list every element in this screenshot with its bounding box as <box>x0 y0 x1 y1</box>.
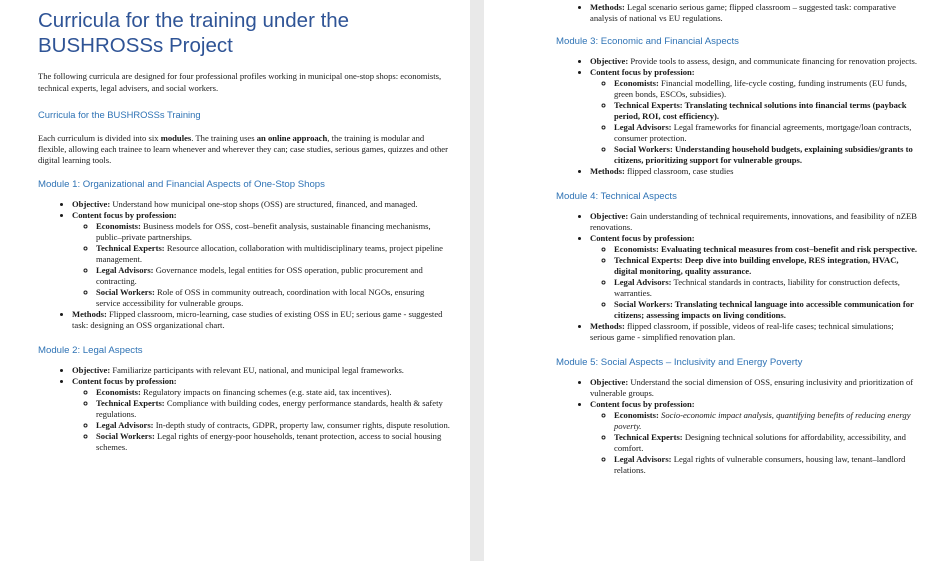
module-4-methods: • Methods: flipped classroom, if possible, videos of real-life cases; technical simulations; serious game - simplified renovation plan. <box>590 321 919 343</box>
module-2-objective: • Objective: Familiarize participants with relevant EU, national, and municipal legal frameworks. <box>72 365 450 376</box>
module-3-social-workers: ◦ Social Workers: Understanding household budgets, explaining subsidies/grants to citizens, prioritizing support for vulnerable groups. <box>614 144 919 166</box>
module-4-social-workers: ◦ Social Workers: Translating technical language into accessible communication for citizens; assessing impacts on living conditions. <box>614 299 919 321</box>
module-3-technical-experts: ◦ Technical Experts: Translating technical solutions into financial terms (payback period, ROI, cost efficiency). <box>614 100 919 122</box>
module-5-content-focus: • Content focus by profession: ◦ Economists: Socio-economic impact analysis, quantifying benefits of reducing energy poverty. ◦ Technical Experts: Designing technical solutions for affordability, accessibility, and comfort. ◦ Legal Advisors: Legal rights of vulnerable consumers, housing law, tenant–landlord relations. <box>590 399 919 476</box>
module-5-legal-advisors: ◦ Legal Advisors: Legal rights of vulnerable consumers, housing law, tenant–landlord relations. <box>614 454 919 476</box>
module-4-economists: ◦ Economists: Evaluating technical measures from cost–benefit and risk perspective. <box>614 244 919 255</box>
module-5-objective: • Objective: Understand the social dimension of OSS, ensuring inclusivity and prioritization of vulnerable groups. <box>590 377 919 399</box>
module-4-objective: • Objective: Gain understanding of technical requirements, innovations, and feasibility of nZEB renovations. <box>590 211 919 233</box>
module-2-methods-list <box>556 2 919 24</box>
module-1-content-focus: • Content focus by profession: ◦ Economists: Business models for OSS, cost–benefit analysis, sustainable financing mechanisms, public–private partnerships. ◦ Technical Experts: Resource allocation, collaboration with multidisciplinary teams, project pipeline management. ◦ Legal Advisors: Governance models, legal entities for OSS operation, public procurement and contracting. ◦ Social Workers: Role of OSS in community outreach, coordination with local NGOs, ensuring service accessibility for vulnerable groups. <box>72 210 450 309</box>
module-2-methods: • Methods: Legal scenario serious game; flipped classroom – suggested task: comparative analysis of national vs EU regulations. <box>590 2 919 24</box>
page-gutter <box>470 0 484 561</box>
module-2-legal-advisors: ◦ Legal Advisors: In-depth study of contracts, GDPR, property law, consumer rights, dispute resolution. <box>96 420 450 431</box>
module-5-technical-experts: ◦ Technical Experts: Designing technical solutions for affordability, accessibility, and comfort. <box>614 432 919 454</box>
module-1-technical-experts: ◦ Technical Experts: Resource allocation, collaboration with multidisciplinary teams, project pipeline management. <box>96 243 450 265</box>
module-1-objective: • Objective: Understand how municipal one-stop shops (OSS) are structured, financed, and managed. <box>72 199 450 210</box>
module-3-content-focus: • Content focus by profession: ◦ Economists: Financial modelling, life-cycle costing, funding instruments (EU funds, green bonds, ESCOs, subsidies). ◦ Technical Experts: Translating technical solutions into financial terms (payback period, ROI, cost efficiency). ◦ Legal Advisors: Legal frameworks for financial agreements, mortgage/loan contracts, consumer protection. ◦ Social Workers: Understanding household budgets, explaining subsidies/grants to citizens, prioritizing support for vulnerable groups. <box>590 67 919 166</box>
module-2-content-focus: • Content focus by profession: ◦ Economists: Regulatory impacts on financing schemes (e.g. state aid, tax incentives). ◦ Technical Experts: Compliance with building codes, energy performance standards, health & safety regulations. ◦ Legal Advisors: In-depth study of contracts, GDPR, property law, consumer rights, dispute resolution. ◦ Social Workers: Legal rights of energy-poor households, tenant protection, access to social housing schemes. <box>72 376 450 453</box>
module-3-methods: • Methods: flipped classroom, case studies <box>590 166 919 177</box>
module-1-economists: ◦ Economists: Business models for OSS, cost–benefit analysis, sustainable financing mechanisms, public–private partnerships. <box>96 221 450 243</box>
title-line-1: Curricula for the training under the <box>38 9 350 32</box>
module-3-economists: ◦ Economists: Financial modelling, life-cycle costing, funding instruments (EU funds, green bonds, ESCOs, subsidies). <box>614 78 919 100</box>
module-3-heading: Module 3: Economic and Financial Aspects <box>556 36 739 47</box>
module-4-technical-experts: ◦ Technical Experts: Deep dive into building envelope, RES integration, HVAC, digital monitoring, quality assurance. <box>614 255 919 277</box>
module-4-heading: Module 4: Technical Aspects <box>556 191 677 202</box>
module-1-list <box>38 199 450 331</box>
module-3-list <box>556 56 919 177</box>
module-5-economists: ◦ Economists: Socio-economic impact analysis, quantifying benefits of reducing energy poverty. <box>614 410 919 432</box>
module-1-legal-advisors: ◦ Legal Advisors: Governance models, legal entities for OSS operation, public procurement and contracting. <box>96 265 450 287</box>
module-1-methods: • Methods: Flipped classroom, micro-learning, case studies of existing OSS in EU; serious game - suggested task: designing an OSS organizational chart. <box>72 309 450 331</box>
section-paragraph: Each curriculum is divided into six modules. The training uses an online approach, the training is modular and flexible, allowing each trainee to learn whenever and wherever they can; case studies, serious games, quizzes and other digital learning tools. <box>38 133 448 165</box>
module-2-economists: ◦ Economists: Regulatory impacts on financing schemes (e.g. state aid, tax incentives). <box>96 387 450 398</box>
section-heading: Curricula for the BUSHROSSs Training <box>38 109 201 120</box>
document-title <box>38 8 450 58</box>
module-5-list <box>556 377 919 476</box>
document-page-2 <box>484 0 927 561</box>
module-1-heading: Module 1: Organizational and Financial Aspects of One-Stop Shops <box>38 179 325 190</box>
module-5-heading: Module 5: Social Aspects – Inclusivity and Energy Poverty <box>556 357 803 368</box>
module-2-technical-experts: ◦ Technical Experts: Compliance with building codes, energy performance standards, health & safety regulations. <box>96 398 450 420</box>
module-4-list <box>556 211 919 343</box>
module-1-social-workers: ◦ Social Workers: Role of OSS in community outreach, coordination with local NGOs, ensuring service accessibility for vulnerable groups. <box>96 287 450 309</box>
module-3-objective: • Objective: Provide tools to assess, design, and communicate financing for renovation projects. <box>590 56 919 67</box>
module-4-legal-advisors: ◦ Legal Advisors: Technical standards in contracts, liability for construction defects, warranties. <box>614 277 919 299</box>
module-2-social-workers: ◦ Social Workers: Legal rights of energy-poor households, tenant protection, access to social housing schemes. <box>96 431 450 453</box>
intro-paragraph: The following curricula are designed for four professional profiles working in municipal one-stop shops: economists, technical experts, legal advisers, and social workers. <box>38 71 442 93</box>
module-4-content-focus: • Content focus by profession: ◦ Economists: Evaluating technical measures from cost–benefit and risk perspective. ◦ Technical Experts: Deep dive into building envelope, RES integration, HVAC, digital monitoring, quality assurance. ◦ Legal Advisors: Technical standards in contracts, liability for construction defects, warranties. ◦ Social Workers: Translating technical language into accessible communication for citizens; assessing impacts on living conditions. <box>590 233 919 321</box>
module-3-legal-advisors: ◦ Legal Advisors: Legal frameworks for financial agreements, mortgage/loan contracts, consumer protection. <box>614 122 919 144</box>
module-2-list <box>38 365 450 453</box>
title-line-2: BUSHROSSs Project <box>38 34 233 57</box>
module-2-heading: Module 2: Legal Aspects <box>38 345 143 356</box>
